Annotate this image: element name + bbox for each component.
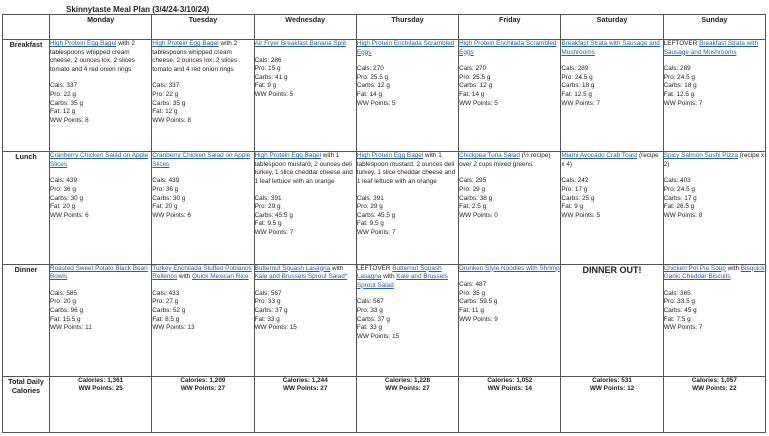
protein-value: Pro: 35 g [459, 289, 486, 297]
meal-description [255, 40, 356, 49]
protein-value: Pro: 33 g [356, 306, 383, 314]
ww-points-value: WW Points: 5 [561, 211, 601, 219]
recipe-link[interactable]: High Protein Egg Bagel [254, 152, 321, 160]
meal-description [50, 152, 151, 169]
carbs-value: Carbs: 41 g [254, 73, 288, 81]
protein-value: Pro: 20 g [50, 298, 76, 306]
dinner-cell-saturday: DINNER OUT! [561, 264, 663, 376]
calories-value: Cals: 439 [152, 177, 180, 185]
total-calories: Calories: 1,052 [487, 376, 533, 384]
spacer [255, 282, 356, 290]
meal-description [561, 40, 662, 57]
recipe-link[interactable]: Drunken Style Noodles with Shrimp [459, 264, 560, 272]
spacer [459, 273, 560, 281]
meal-details: with 2 tablespoons whipped cream cheese, 2 ounces lox, 2 slices tomato and 4 red onion rings [50, 40, 135, 73]
carbs-value: Carbs: 12 g [459, 82, 493, 90]
protein-value: Pro: 24.5 g [663, 186, 695, 194]
leftover-prefix: LEFTOVER [663, 40, 700, 47]
total-cell-saturday [561, 376, 663, 432]
total-calories: Calories: 1,244 [282, 376, 328, 384]
meal-description [459, 152, 560, 169]
breakfast-row-label: Breakfast [3, 40, 50, 152]
protein-value: Pro: 29 g [254, 203, 281, 211]
spacer [357, 57, 458, 65]
recipe-link[interactable]: High Protein Egg Bagel [50, 40, 117, 47]
ww-points-value: WW Points: 5 [254, 90, 294, 98]
protein-value: Pro: 33.5 g [663, 298, 695, 306]
meal-description [357, 40, 458, 57]
recipe-link[interactable]: Breakfast Strata with Sausage and Mushrooms [561, 40, 660, 56]
carbs-value: Carbs: 59.5 g [459, 298, 498, 306]
calories-value: Cals: 391 [254, 194, 282, 202]
meal-description [561, 152, 662, 169]
spacer [664, 169, 765, 177]
total-ww-points: WW Points: 12 [589, 385, 635, 393]
meal-details: (recipe x 4) [561, 152, 659, 168]
spacer [152, 282, 253, 290]
ww-points-value: WW Points: 5 [459, 99, 498, 107]
ww-points-value: WW Points: 7 [254, 229, 294, 237]
dinner-cell-thursday [356, 264, 458, 376]
protein-value: Pro: 36 g [50, 186, 76, 194]
day-header-monday: Monday [50, 15, 152, 40]
ww-points-value: WW Points: 7 [356, 229, 396, 237]
carbs-value: Carbs: 45.5 g [356, 211, 396, 219]
meal-details: (recipe x 2) [663, 152, 765, 168]
spacer [459, 57, 560, 65]
meal-description [357, 152, 458, 186]
fat-value: Fat: 20 g [152, 203, 178, 211]
protein-value: Pro: 22 g [152, 90, 179, 98]
lunch-cell-saturday [561, 152, 663, 264]
calories-value: Cals: 433 [152, 289, 180, 297]
fat-value: Fat: 12 g [50, 108, 76, 116]
protein-value: Pro: 24.5 g [561, 73, 593, 81]
meal-description [255, 265, 356, 282]
ww-points-value: WW Points: 7 [561, 99, 601, 107]
ww-points-value: WW Points: 5 [356, 99, 396, 107]
ww-points-value: WW Points: 13 [152, 324, 195, 332]
carbs-value: Carbs: 52 g [152, 306, 186, 314]
calories-value: Cals: 289 [663, 65, 691, 73]
fat-value: Fat: 9 g [254, 82, 277, 90]
carbs-value: Carbs: 17 g [663, 194, 697, 202]
ww-points-value: WW Points: 9 [459, 315, 498, 323]
fat-value: Fat: 11 g [459, 306, 484, 314]
breakfast-cell-friday [459, 40, 561, 152]
fat-value: Fat: 9 g [561, 203, 584, 211]
fat-value: Fat: 9.5 g [356, 220, 384, 228]
recipe-link[interactable]: Air Fryer Breakfast Banana Split [254, 40, 346, 47]
calories-value: Cals: 391 [356, 194, 384, 202]
spacer [357, 290, 458, 298]
calories-value: Cals: 487 [459, 281, 487, 289]
protein-value: Pro: 29 g [459, 186, 486, 194]
carbs-value: Carbs: 18 g [663, 82, 697, 90]
connector-text: with [725, 264, 741, 272]
protein-value: Pro: 15 g [254, 65, 281, 73]
spacer [152, 74, 253, 82]
spacer [50, 74, 151, 82]
recipe-link[interactable]: High Protein Enchilada Scrambled Eggs [356, 40, 455, 56]
fat-value: Fat: 15.5 g [50, 315, 81, 323]
calories-value: Cals: 289 [561, 65, 589, 73]
recipe-link[interactable]: Cranberry Chicken Salad on Apple Slices [50, 152, 149, 168]
fat-value: Fat: 12.5 g [663, 90, 695, 98]
page-title: Skinnytaste Meal Plan (3/4/24-3/10/24) [66, 5, 210, 14]
carbs-value: Carbs: 18 g [561, 82, 595, 90]
recipe-link[interactable]: Turkey Enchilada Stuffed Poblanos Rellenos [152, 264, 252, 281]
spacer [357, 187, 458, 195]
calories-value: Cals: 567 [254, 289, 282, 297]
day-header-row [3, 15, 766, 40]
recipe-link[interactable]: Chicken Pot Pie Soup [663, 264, 726, 272]
meal-details: with 1 tablespoon mustard, 2 ounces deli turkey, 1 slice cheddar cheese and 1 leaf lettuce with an orange [254, 152, 353, 186]
calories-value: Cals: 270 [356, 65, 384, 73]
carbs-value: Carbs: 38 g [459, 194, 493, 202]
calories-value: Cals: 337 [152, 82, 180, 90]
dinner-row-label: Dinner [3, 264, 50, 376]
ww-points-value: WW Points: 11 [50, 324, 92, 332]
fat-value: Fat: 33 g [356, 324, 383, 332]
meal-description [357, 265, 458, 291]
total-ww-points: WW Points: 14 [487, 385, 532, 393]
ww-points-value: WW Points: 6 [152, 211, 191, 219]
breakfast-cell-wednesday [254, 40, 356, 152]
ww-points-value: WW Points: 15 [356, 332, 400, 340]
dinner-cell-tuesday [152, 264, 254, 376]
lunch-cell-wednesday [254, 152, 356, 264]
total-ww-points: WW Points: 22 [692, 385, 737, 393]
lunch-cell-tuesday [152, 152, 254, 264]
lunch-cell-monday [50, 152, 152, 264]
recipe-link[interactable]: Breakfast Strata with Sausage and Mushrooms [663, 40, 759, 56]
carbs-value: Carbs: 37 g [254, 306, 288, 314]
spacer [152, 169, 253, 177]
meal-description [152, 265, 253, 282]
meal-plan-table [2, 14, 766, 433]
totals-row [3, 376, 766, 432]
day-header-wednesday: Wednesday [254, 15, 356, 40]
spacer [255, 49, 356, 57]
calories-value: Cals: 286 [254, 56, 282, 64]
total-cell-sunday [663, 376, 765, 432]
meal-description [255, 152, 356, 186]
recipe-link[interactable]: Spicy Salmon Sushi Pizza [663, 152, 738, 160]
carbs-value: Carbs: 35 g [152, 99, 186, 107]
meal-description [50, 265, 151, 282]
connector-text: with [177, 273, 193, 281]
calories-value: Cals: 439 [50, 177, 77, 185]
ww-points-value: WW Points: 8 [663, 211, 703, 219]
protein-value: Pro: 24.5 g [663, 73, 695, 81]
protein-value: Pro: 36 g [152, 186, 179, 194]
carbs-value: Carbs: 96 g [50, 306, 84, 314]
side-recipe-link[interactable]: Bisquick Garlic Cheddar Biscuits [663, 264, 765, 281]
breakfast-cell-saturday [561, 40, 663, 152]
carbs-value: Carbs: 30 g [152, 194, 186, 202]
lunch-cell-thursday [356, 152, 458, 264]
total-cell-friday [459, 376, 561, 432]
calories-value: Cals: 567 [356, 298, 384, 306]
recipe-link[interactable]: High Protein Egg Bagel [152, 40, 219, 47]
breakfast-cell-sunday [663, 40, 765, 152]
protein-value: Pro: 33 g [254, 298, 281, 306]
side-recipe-link[interactable]: Kale and Brussels Sprout Salad* [254, 273, 348, 281]
fat-value: Fat: 12 g [152, 108, 178, 116]
recipe-link[interactable]: High Protein Enchilada Scrambled Eggs [459, 40, 557, 56]
fat-value: Fat: 8.5 g [152, 315, 180, 323]
recipe-link[interactable]: Cranberry Chicken Salad on Apple Slices [152, 152, 251, 168]
fat-value: Fat: 20 g [50, 203, 76, 211]
fat-value: Fat: 9.5 g [254, 220, 282, 228]
total-calories: Calories: 1,057 [691, 376, 737, 384]
fat-value: Fat: 26.5 g [663, 203, 695, 211]
total-cell-tuesday [152, 376, 254, 432]
recipe-link[interactable]: High Protein Egg Bagel [356, 152, 424, 160]
totals-row-label: Total Daily Calories [3, 376, 50, 432]
total-cell-monday [50, 376, 152, 432]
spacer [664, 57, 765, 65]
calories-value: Cals: 295 [459, 177, 487, 185]
total-calories: Calories: 1,209 [180, 376, 226, 384]
ww-points-value: WW Points: 8 [50, 116, 89, 124]
ww-points-value: WW Points: 15 [254, 324, 297, 332]
calories-value: Cals: 337 [50, 82, 77, 90]
day-header-saturday: Saturday [561, 15, 663, 40]
meal-description [152, 40, 253, 74]
side-recipe-link[interactable]: Quick Mexican Rice [192, 273, 249, 281]
leftover-prefix: LEFTOVER [356, 264, 393, 272]
dinner-cell-monday [50, 264, 152, 376]
breakfast-cell-tuesday [152, 40, 254, 152]
protein-value: Pro: 17 g [561, 186, 588, 194]
carbs-value: Carbs: 12 g [356, 82, 390, 90]
protein-value: Pro: 29 g [356, 203, 383, 211]
spacer [561, 57, 662, 65]
fat-value: Fat: 14 g [459, 90, 485, 98]
connector-text: with [330, 264, 344, 272]
total-ww-points: WW Points: 27 [180, 385, 226, 393]
spacer [664, 282, 765, 290]
total-cell-thursday [356, 376, 458, 432]
fat-value: Fat: 7.5 g [663, 315, 691, 323]
protein-value: Pro: 22 g [50, 90, 76, 98]
fat-value: Fat: 14 g [356, 90, 383, 98]
ww-points-value: WW Points: 7 [663, 324, 703, 332]
side-recipe-link[interactable]: Kale and Brussels Sprout Salad [356, 273, 448, 289]
fat-value: Fat: 33 g [254, 315, 280, 323]
total-calories: Calories: 1,361 [78, 376, 124, 384]
dinner-row [3, 264, 766, 376]
meal-details: with 1 tablespoon mustard, 2 ounces deli turkey, 1 slice cheddar cheese and 1 leaf lettuce with an orange [356, 152, 456, 186]
fat-value: Fat: 2.5 g [459, 203, 487, 211]
meal-description [459, 40, 560, 57]
breakfast-row [3, 40, 766, 152]
protein-value: Pro: 25.5 g [459, 73, 491, 81]
connector-text: with [381, 273, 397, 281]
meal-description [152, 152, 253, 169]
carbs-value: Carbs: 30 g [50, 194, 84, 202]
lunch-cell-friday [459, 152, 561, 264]
breakfast-cell-monday [50, 40, 152, 152]
ww-points-value: WW Points: 7 [663, 99, 703, 107]
dinner-cell-sunday [663, 264, 765, 376]
total-calories: Calories: 1,228 [384, 376, 431, 384]
lunch-row [3, 152, 766, 264]
day-header-thursday: Thursday [356, 15, 458, 40]
calories-value: Cals: 242 [561, 177, 589, 185]
day-header-friday: Friday [459, 15, 561, 40]
spacer [459, 169, 560, 177]
carbs-value: Carbs: 45.5 g [254, 211, 293, 219]
recipe-link[interactable]: Roasted Sweet Potato Black Bean Bowls [50, 264, 148, 281]
ww-points-value: WW Points: 8 [152, 116, 191, 124]
total-calories: Calories: 531 [592, 376, 632, 384]
spacer [561, 169, 662, 177]
calories-value: Cals: 270 [459, 65, 487, 73]
protein-value: Pro: 25.5 g [356, 73, 389, 81]
dinner-cell-friday [459, 264, 561, 376]
lunch-row-label: Lunch [3, 152, 50, 264]
dinner-cell-wednesday [254, 264, 356, 376]
meal-details: with 2 tablespoons whipped cream cheese, 2 ounces lox, 2 slices tomato and 4 red onion rings [152, 40, 238, 73]
recipe-link[interactable]: Butternut Squash Lasagna [356, 264, 442, 281]
recipe-link[interactable]: Miami Avocado Crab Toast [561, 152, 638, 160]
meal-description [664, 152, 765, 169]
carbs-value: Carbs: 35 g [50, 99, 84, 107]
lunch-cell-sunday [663, 152, 765, 264]
total-cell-wednesday [254, 376, 356, 432]
meal-description [459, 265, 560, 274]
recipe-link[interactable]: Butternut Squash Lasagna [254, 264, 331, 272]
calories-value: Cals: 365 [663, 289, 691, 297]
total-ww-points: WW Points: 25 [78, 385, 123, 393]
ww-points-value: WW Points: 0 [459, 211, 498, 219]
corner-cell [3, 15, 50, 40]
carbs-value: Carbs: 45 g [663, 306, 697, 314]
carbs-value: Carbs: 25 g [561, 194, 595, 202]
calories-value: Cals: 585 [50, 289, 77, 297]
meal-description [664, 40, 765, 57]
meal-details: (½ recipe) over 2 cups mixed greens [459, 152, 551, 168]
meal-description [50, 40, 151, 74]
calories-value: Cals: 403 [663, 177, 691, 185]
ww-points-value: WW Points: 6 [50, 211, 89, 219]
day-header-tuesday: Tuesday [152, 15, 254, 40]
carbs-value: Carbs: 37 g [356, 315, 390, 323]
spacer [50, 282, 151, 290]
day-header-sunday: Sunday [663, 15, 765, 40]
meal-description [664, 265, 765, 282]
spacer [50, 169, 151, 177]
total-ww-points: WW Points: 27 [385, 385, 430, 393]
breakfast-cell-thursday [356, 40, 458, 152]
protein-value: Pro: 27 g [152, 298, 179, 306]
total-ww-points: WW Points: 27 [283, 385, 328, 393]
fat-value: Fat: 12.5 g [561, 90, 592, 98]
spacer [255, 187, 356, 195]
recipe-link[interactable]: Chickpea Tuna Salad [459, 152, 520, 160]
